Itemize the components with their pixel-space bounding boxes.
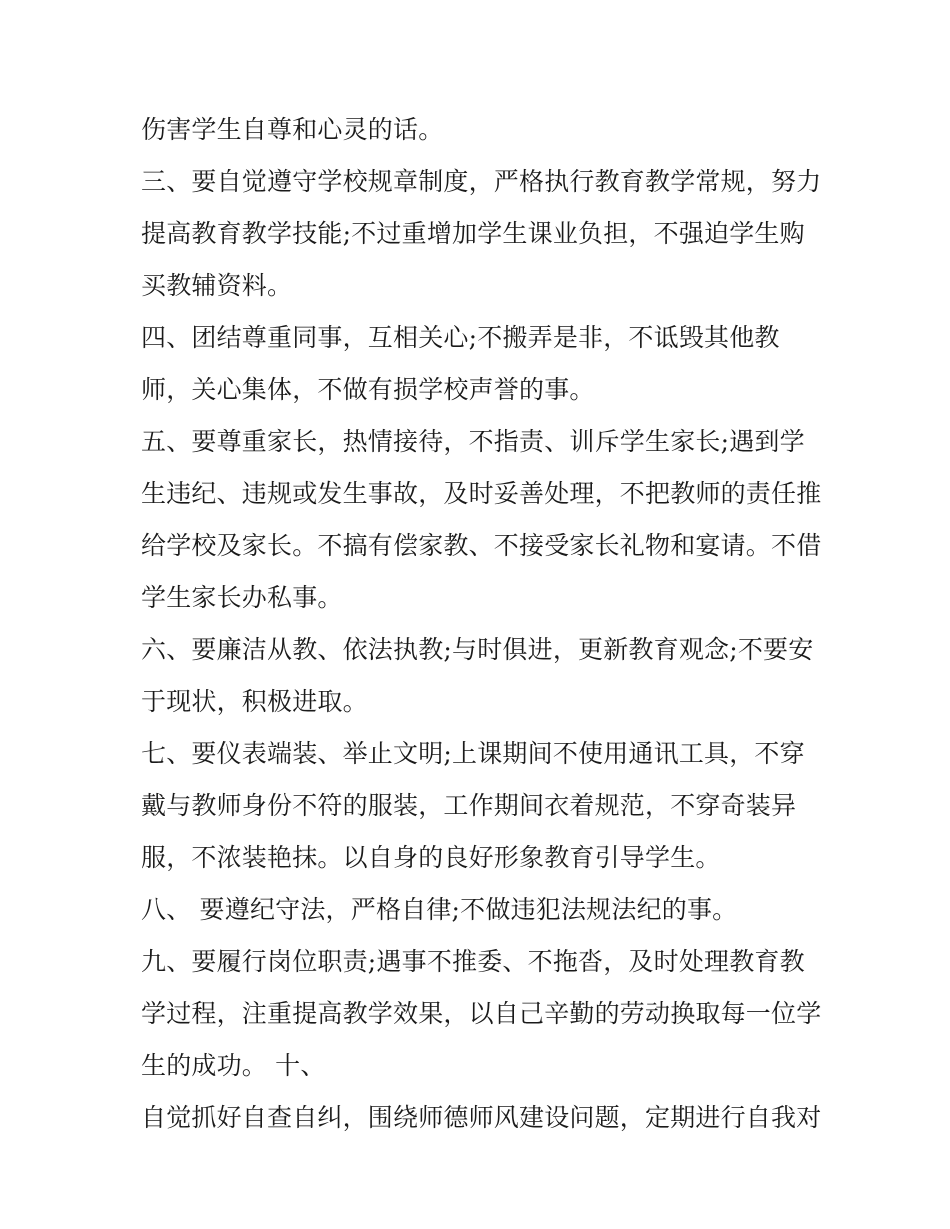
document-body (141, 108, 821, 1148)
text-line: 提高教育教学技能;不过重增加学生课业负担，不强迫学生购 (141, 219, 805, 248)
text-line: 五、要尊重家长，热情接待，不指责、训斥学生家长;遇到学 (141, 427, 805, 456)
text-line: 学过程，注重提高教学效果，以自己辛勤的劳动换取每一位学 (141, 999, 822, 1028)
text-line: 师，关心集体，不做有损学校声誉的事。 (141, 375, 595, 404)
text-line: 三、要自觉遵守学校规章制度，严格执行教育教学常规，努力 (141, 167, 822, 196)
text-line: 于现状，积极进取。 (141, 687, 368, 716)
text-line: 六、要廉洁从教、依法执教;与时俱进，更新教育观念;不要安 (141, 635, 814, 664)
text-line: 生违纪、违规或发生事故，及时妥善处理，不把教师的责任推 (141, 479, 822, 508)
text-line: 九、要履行岗位职责;遇事不推委、不拖沓，及时处理教育教 (141, 947, 805, 976)
text-line: 学生家长办私事。 (141, 583, 343, 612)
text-line: 给学校及家长。不搞有偿家教、不接受家长礼物和宴请。不借 (141, 531, 822, 560)
text-line: 七、要仪表端装、举止文明;上课期间不使用通讯工具，不穿 (141, 739, 805, 768)
text-line: 生的成功。 十、 (141, 1051, 326, 1080)
text-line: 服，不浓装艳抹。以自身的良好形象教育引导学生。 (141, 843, 721, 872)
text-line: 八、 要遵纪守法，严格自律;不做违犯法规法纪的事。 (141, 895, 738, 924)
text-line: 买教辅资料。 (141, 271, 293, 300)
text-line: 四、团结尊重同事，互相关心;不搬弄是非，不诋毁其他教 (141, 323, 780, 352)
text-line: 戴与教师身份不符的服装，工作期间衣着规范，不穿奇装异 (141, 791, 797, 820)
text-line: 伤害学生自尊和心灵的话。 (141, 115, 444, 144)
text-line: 自觉抓好自查自纠，围绕师德师风建设问题，定期进行自我对 (141, 1103, 822, 1132)
